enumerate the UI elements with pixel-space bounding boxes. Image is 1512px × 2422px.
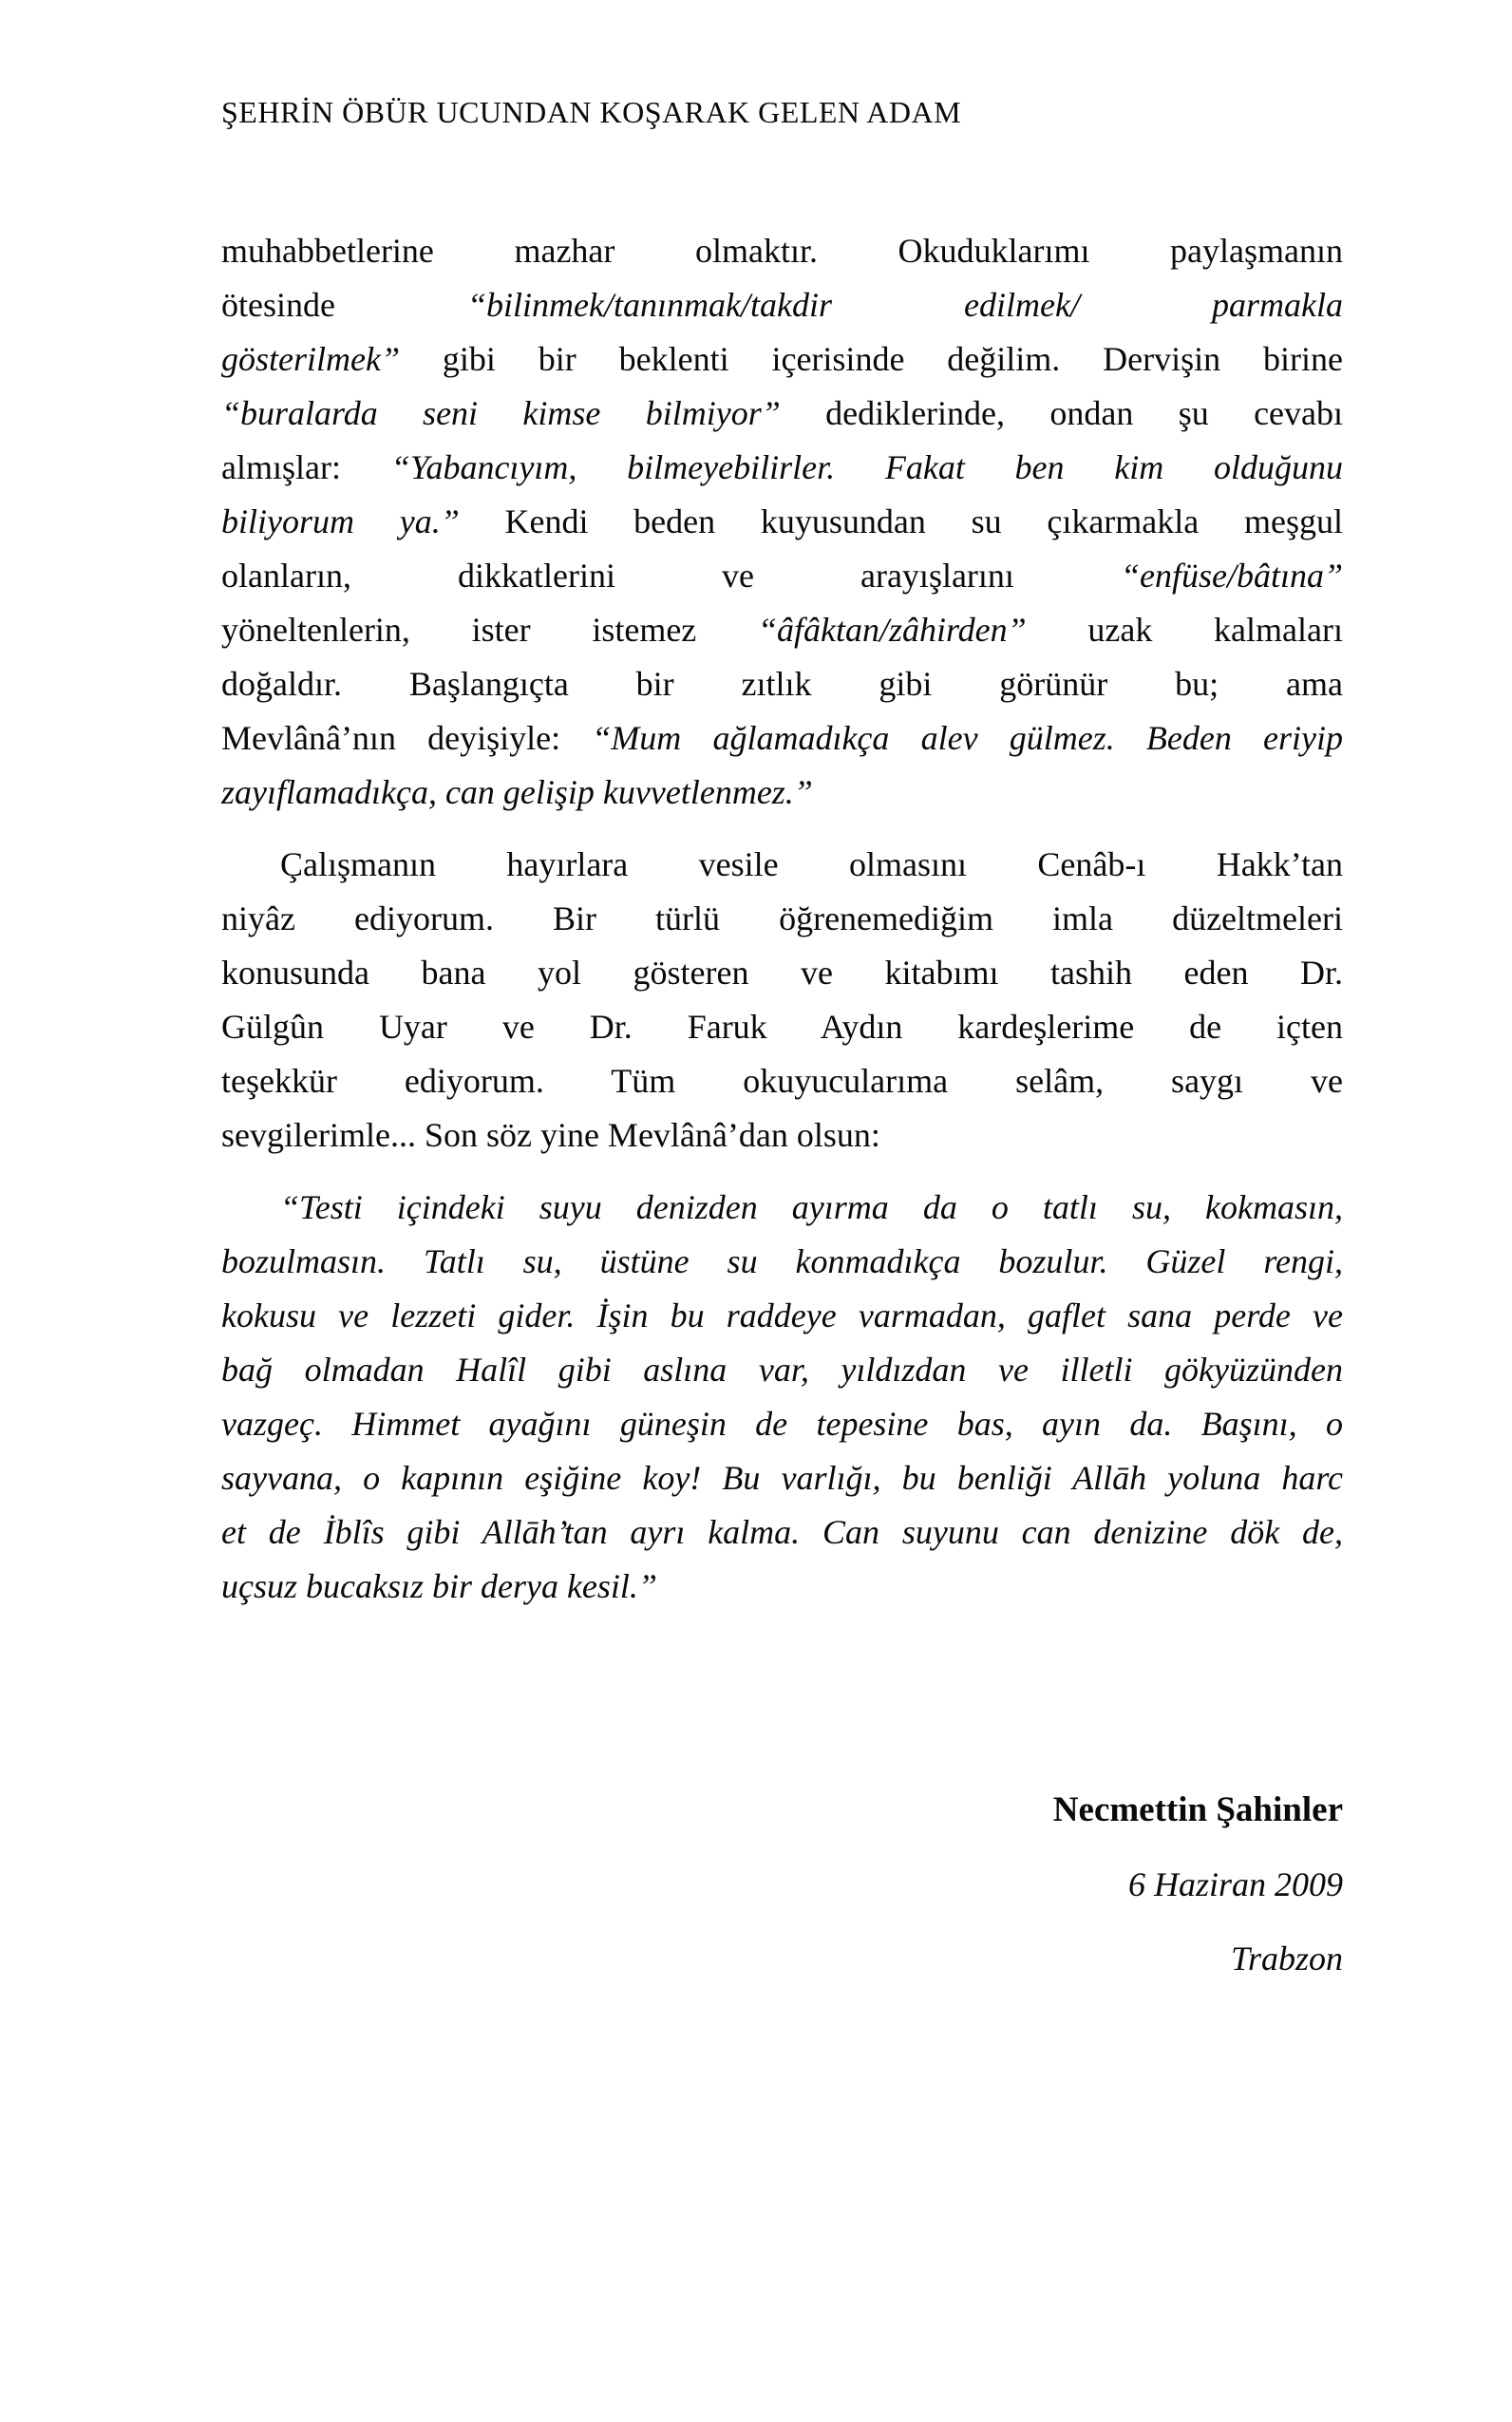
- text-run: muhabbetlerine mazhar olmaktır. Okuduklarımı paylaşmanın: [221, 232, 1343, 270]
- signature-place: Trabzon: [1230, 1939, 1343, 1977]
- text-line: [221, 224, 1343, 278]
- signature-block: [221, 1789, 1343, 1979]
- text-run: olanların, dikkatlerini ve arayışlarını: [221, 557, 1121, 595]
- text-run: Kendi beden kuyusundan su çıkarmakla meşgul: [504, 502, 1343, 540]
- text-line: [221, 549, 1343, 603]
- running-header: ŞEHRİN ÖBÜR UCUNDAN KOŞARAK GELEN ADAM: [221, 95, 962, 129]
- text-run: “Yabancıyım, bilmeyebilirler. Fakat ben kim olduğunu: [390, 448, 1343, 486]
- text-run: teşekkür ediyorum. Tüm okuyucularıma selâm, saygı ve: [221, 1062, 1343, 1100]
- text-run: dediklerinde, ondan şu cevabı: [825, 394, 1343, 432]
- text-run: Gülgûn Uyar ve Dr. Faruk Aydın kardeşlerime de içten: [221, 1008, 1343, 1046]
- text-line: [221, 766, 1343, 820]
- text-run: “buralarda seni kimse bilmiyor”: [221, 394, 826, 432]
- text-run: bağ olmadan Halîl gibi aslına var, yıldızdan ve illetli gökyüzünden: [221, 1351, 1343, 1389]
- text-run: Mevlânâ’nın deyişiyle:: [221, 719, 593, 757]
- text-line: [221, 495, 1343, 549]
- paragraph: [221, 838, 1343, 1163]
- text-run: uçsuz bucaksız bir derya kesil.”: [221, 1567, 657, 1605]
- text-line: [221, 892, 1343, 946]
- text-line: [221, 603, 1343, 657]
- text-line: [221, 332, 1343, 387]
- text-run: sevgilerimle... Son söz yine Mevlânâ’dan olsun:: [221, 1116, 880, 1154]
- text-line: [221, 657, 1343, 711]
- text-run: et de İblîs gibi Allāh’tan ayrı kalma. Can suyunu can denizine dök de,: [221, 1513, 1343, 1551]
- body-text: [221, 224, 1343, 1614]
- text-line: [221, 278, 1343, 332]
- text-run: doğaldır. Başlangıçta bir zıtlık gibi görünür bu; ama: [221, 665, 1343, 703]
- text-line: [221, 711, 1343, 766]
- signature-date: 6 Haziran 2009: [1127, 1865, 1343, 1903]
- text-run: biliyorum ya.”: [221, 502, 505, 540]
- text-run: yöneltenlerin, ister istemez: [221, 611, 758, 649]
- text-run: gibi bir beklenti içerisinde değilim. Dervişin birine: [442, 340, 1343, 378]
- author-name: Necmettin Şahinler: [1052, 1790, 1343, 1829]
- text-line: [221, 838, 1343, 892]
- text-run: “Mum ağlamadıkça alev gülmez. Beden eriyip: [592, 719, 1343, 757]
- text-run: gösterilmek”: [221, 340, 443, 378]
- text-run: sayvana, o kapının eşiğine koy! Bu varlığı, bu benliği Allāh yoluna harc: [221, 1459, 1343, 1497]
- paragraph: [221, 1181, 1343, 1614]
- text-line: [221, 1289, 1343, 1343]
- text-run: vazgeç. Himmet ayağını güneşin de tepesine bas, ayın da. Başını, o: [221, 1405, 1343, 1443]
- text-run: kokusu ve lezzeti gider. İşin bu raddeye varmadan, gaflet sana perde ve: [221, 1296, 1343, 1334]
- text-run: bozulmasın. Tatlı su, üstüne su konmadıkça bozulur. Güzel rengi,: [221, 1242, 1343, 1280]
- text-run: niyâz ediyorum. Bir türlü öğrenemediğim imla düzeltmeleri: [221, 899, 1343, 937]
- text-line: [221, 1505, 1343, 1560]
- text-run: ötesinde: [221, 286, 468, 324]
- text-line: [221, 1343, 1343, 1397]
- text-line: [221, 387, 1343, 441]
- text-line: [221, 441, 1343, 495]
- text-run: almışlar:: [221, 448, 391, 486]
- text-run: zayıflamadıkça, can gelişip kuvvetlenmez.”: [221, 773, 813, 811]
- text-line: [221, 1000, 1343, 1054]
- text-run: konusunda bana yol gösteren ve kitabımı tashih eden Dr.: [221, 954, 1343, 992]
- text-run: “Testi içindeki suyu denizden ayırma da o tatlı su, kokmasın,: [280, 1188, 1343, 1226]
- text-line: [221, 1560, 1343, 1614]
- text-run: Çalışmanın hayırlara vesile olmasını Cenâb-ı Hakk’tan: [280, 845, 1343, 883]
- text-line: [221, 1108, 1343, 1163]
- paragraph: [221, 224, 1343, 820]
- text-line: [221, 1451, 1343, 1505]
- text-line: [221, 1235, 1343, 1289]
- text-line: [221, 1054, 1343, 1108]
- text-line: [221, 946, 1343, 1000]
- text-run: “âfâktan/zâhirden”: [757, 611, 1088, 649]
- text-line: [221, 1181, 1343, 1235]
- text-line: [221, 1397, 1343, 1451]
- text-run: “bilinmek/tanınmak/takdir edilmek/ parmakla: [467, 286, 1343, 324]
- text-run: uzak kalmaları: [1087, 611, 1343, 649]
- text-run: “enfüse/bâtına”: [1120, 557, 1343, 595]
